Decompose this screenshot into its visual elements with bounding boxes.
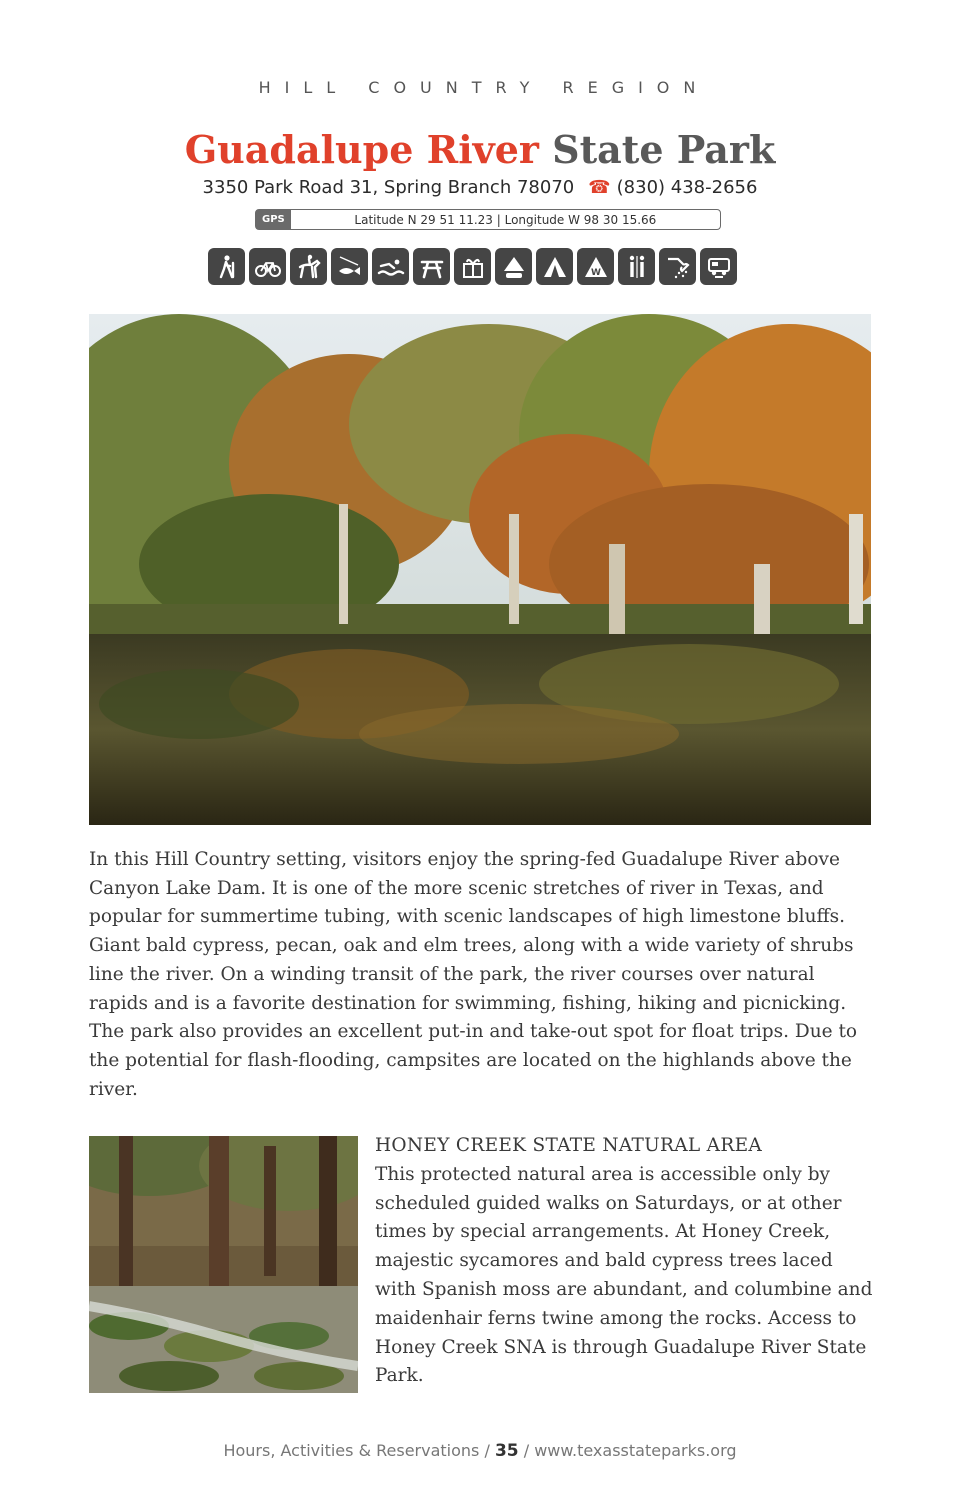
park-address: 3350 Park Road 31, Spring Branch 78070 <box>202 177 575 198</box>
fishing-icon <box>331 248 368 285</box>
honey-creek-text: This protected natural area is accessible only by scheduled guided walks on Saturdays, or at other times by special arrangements. At Honey Creek, majestic sycamores and bald cypress trees laced with Spanish moss are abundant, and columbine and maidenhair ferns twine among the rocks. Access to Honey Creek SNA is through Guadalupe River State Park. <box>375 1163 873 1387</box>
address-line <box>0 176 960 200</box>
page-footer <box>0 1441 960 1461</box>
amenity-icons <box>208 248 753 286</box>
swimming-icon <box>372 248 409 285</box>
gps-tag: GPS <box>256 210 291 229</box>
park-description: In this Hill Country setting, visitors enjoy the spring-fed Guadalupe River above Canyon Lake Dam. It is one of the more scenic stretches of river in Texas, and popular for summertime tubing, with scenic landscapes of high limestone bluffs. Giant bald cypress, pecan, oak and elm trees, along with a wide variety of shrubs line the river. On a winding transit of the park, the river courses over natural rapids and is a favorite destination for swimming, fishing, hiking and picnicking. The park also provides an excellent put-in and take-out spot for float trips. Due to the potential for flash-flooding, campsites are located on the highlands above the river. <box>89 849 858 1100</box>
river-photo <box>89 314 871 825</box>
honey-creek-section <box>375 1132 875 1391</box>
honey-creek-photo <box>89 1136 358 1393</box>
park-title-rest: State Park <box>552 127 776 172</box>
park-title <box>0 126 960 174</box>
honey-creek-heading: HONEY CREEK STATE NATURAL AREA <box>375 1135 763 1156</box>
camping-icon <box>495 248 532 285</box>
gps-coordinates: Latitude N 29 51 11.23 | Longitude W 98 30 15.66 <box>354 212 657 227</box>
footer-url[interactable]: www.texasstateparks.org <box>534 1441 737 1460</box>
footer-label: Hours, Activities & Reservations <box>223 1441 480 1460</box>
park-phone[interactable]: (830) 438-2656 <box>616 177 758 198</box>
phone-icon: ☎ <box>588 177 611 198</box>
showers-icon <box>659 248 696 285</box>
gps-bar <box>255 209 721 230</box>
restrooms-icon <box>618 248 655 285</box>
park-title-highlight: Guadalupe River <box>184 127 539 172</box>
biking-icon <box>249 248 286 285</box>
hiking-icon <box>208 248 245 285</box>
footer-separator: / <box>523 1441 530 1460</box>
svg-text:W: W <box>590 267 601 278</box>
primitive-camping-icon <box>577 248 614 285</box>
rv-dump-station-icon <box>700 248 737 285</box>
region-label: HILL COUNTRY REGION <box>258 78 710 97</box>
gift-shop-icon <box>454 248 491 285</box>
footer-separator: / <box>484 1441 490 1460</box>
tent-camping-icon <box>536 248 573 285</box>
horseback-riding-icon <box>290 248 327 285</box>
picnicking-icon <box>413 248 450 285</box>
page-number: 35 <box>494 1441 519 1461</box>
